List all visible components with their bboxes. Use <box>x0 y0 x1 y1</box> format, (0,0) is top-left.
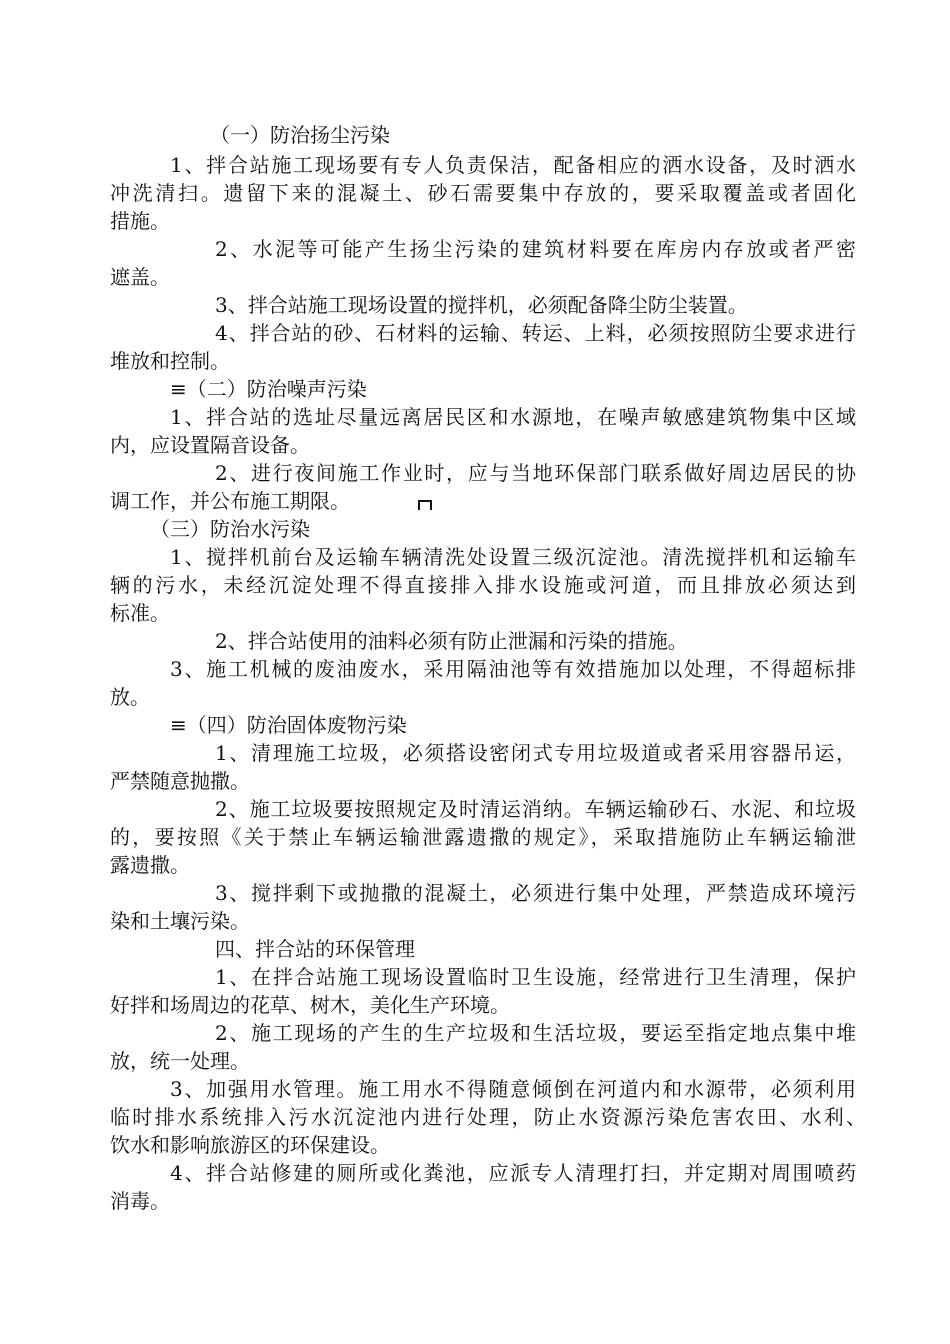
text-line: 1、搅拌机前台及运输车辆清洗处设置三级沉淀池。清洗搅拌机和运输车 <box>170 545 856 569</box>
text-line: 2、施工现场的产生的生产垃圾和生活垃圾，要运至指定地点集中堆 <box>215 1021 856 1045</box>
text-line: 消毒。 <box>110 1189 170 1213</box>
text-line: 堆放和控制。 <box>110 349 230 373</box>
text-line: 1、拌合站施工现场要有专人负责保洁，配备相应的洒水设备，及时洒水 <box>170 153 856 177</box>
text-line: 临时排水系统排入污水沉淀池内进行处理，防止水资源污染危害农田、水利、 <box>110 1105 866 1129</box>
text-line: 2、拌合站使用的油料必须有防止泄漏和污染的措施。 <box>215 629 688 653</box>
text-line: 饮水和影响旅游区的环保建设。 <box>110 1133 390 1157</box>
text-line: 内，应设置隔音设备。 <box>110 433 310 457</box>
text-line: 3、施工机械的废油废水，采用隔油池等有效措施加以处理，不得超标排 <box>170 657 856 681</box>
text-line: 3、搅拌剩下或抛撒的混凝土，必须进行集中处理，严禁造成环境污 <box>215 881 856 905</box>
text-line: 2、进行夜间施工作业时，应与当地环保部门联系做好周边居民的协 <box>215 461 856 485</box>
text-line: 1、拌合站的选址尽量远离居民区和水源地，在噪声敏感建筑物集中区域 <box>170 405 856 429</box>
text-line: （三）防治水污染 <box>150 517 310 541</box>
text-line: 遮盖。 <box>110 265 170 289</box>
text-line: 辆的污水，未经沉淀处理不得直接排入排水设施或河道，而且排放必须达到 <box>110 573 856 597</box>
text-line: 冲洗清扫。遗留下来的混凝土、砂石需要集中存放的，要采取覆盖或者固化 <box>110 181 856 205</box>
text-line: 放。 <box>110 685 150 709</box>
text-line: （一）防治扬尘污染 <box>210 123 390 147</box>
text-line: 3、拌合站施工现场设置的搅拌机，必须配备降尘防尘装置。 <box>215 293 748 317</box>
text-line: ≡（四）防治固体废物污染 <box>170 713 407 737</box>
text-line: 2、施工垃圾要按照规定及时清运消纳。车辆运输砂石、水泥、和垃圾 <box>215 797 856 821</box>
text-line: 3、加强用水管理。施工用水不得随意倾倒在河道内和水源带，必须利用 <box>170 1077 856 1101</box>
text-line: 2、水泥等可能产生扬尘污染的建筑材料要在库房内存放或者严密 <box>215 237 856 261</box>
text-line: 好拌和场周边的花草、树木，美化生产环境。 <box>110 993 510 1017</box>
text-line: 的，要按照《关于禁止车辆运输泄露遗撒的规定》，采取措施防止车辆运输泄 <box>110 825 856 849</box>
text-line: 1、清理施工垃圾，必须搭设密闭式专用垃圾道或者采用容器吊运， <box>215 741 856 765</box>
text-line: 染和土壤污染。 <box>110 909 250 933</box>
bracket-mark-icon <box>418 500 432 510</box>
text-line: 标准。 <box>110 601 170 625</box>
text-line: 4、拌合站修建的厕所或化粪池，应派专人清理打扫，并定期对周围喷药 <box>170 1161 856 1185</box>
text-line: 露遗撒。 <box>110 853 190 877</box>
text-line: 1、在拌合站施工现场设置临时卫生设施，经常进行卫生清理，保护 <box>215 965 856 989</box>
text-line: ≡（二）防治噪声污染 <box>170 377 367 401</box>
text-line: 调工作，并公布施工期限。 <box>110 489 350 513</box>
text-line: 四、拌合站的环保管理 <box>215 937 415 961</box>
text-line: 4、拌合站的砂、石材料的运输、转运、上料，必须按照防尘要求进行 <box>215 321 856 345</box>
text-line: 措施。 <box>110 209 170 233</box>
text-line: 严禁随意抛撒。 <box>110 769 250 793</box>
text-line: 放，统一处理。 <box>110 1049 250 1073</box>
